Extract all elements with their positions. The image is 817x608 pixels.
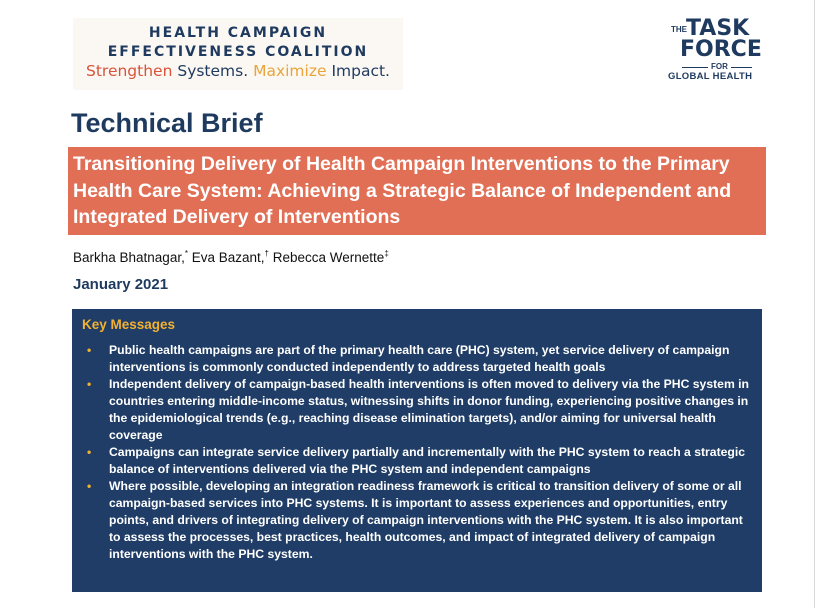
author-affiliation-mark: ‡ bbox=[384, 249, 389, 258]
key-message-text: Independent delivery of campaign-based health interventions is often moved to delivery via the PHC system in countries entering middle-income status, witnessing shifts in donor funding, experiencing positive changes in the epidemiological trends (e.g., reaching disease elimination targets), and/or aiming for universal health coverage bbox=[109, 377, 749, 442]
task-force-logo-task: TASK bbox=[686, 16, 750, 41]
key-messages-box bbox=[72, 309, 762, 592]
key-message-item bbox=[72, 376, 762, 444]
tagline-word-maximize: Maximize bbox=[253, 62, 327, 80]
tagline-word-systems: Systems. bbox=[172, 62, 254, 80]
bullet-icon: • bbox=[87, 343, 92, 357]
document-title: Transitioning Delivery of Health Campaign Interventions to the Primary Health Care System: Achieving a Strategic Balance of Independent and Integrated Delivery of Interventions bbox=[73, 153, 732, 228]
key-messages-list bbox=[72, 342, 762, 563]
key-message-item bbox=[72, 342, 762, 376]
tagline-word-impact: Impact. bbox=[326, 62, 390, 80]
bullet-icon: • bbox=[87, 445, 92, 459]
bullet-icon: • bbox=[87, 479, 92, 493]
task-force-logo-force: FORCE bbox=[680, 37, 762, 62]
page-edge-divider bbox=[814, 0, 815, 608]
author-affiliation-mark: † bbox=[264, 249, 269, 258]
task-force-logo-global-health: GLOBAL HEALTH bbox=[668, 71, 753, 82]
key-message-text: Campaigns can integrate service delivery partially and incrementally with the PHC system to reach a strategic balance of interventions delivered via the PHC system and independent campaigns bbox=[109, 445, 746, 476]
author-name: Rebecca Wernette bbox=[272, 250, 385, 265]
title-banner bbox=[68, 147, 766, 235]
hcec-logo-line1: HEALTH CAMPAIGN bbox=[148, 25, 328, 41]
author-name: Eva Bazant, bbox=[191, 250, 265, 265]
hcec-logo bbox=[73, 18, 403, 90]
key-message-text: Public health campaigns are part of the primary health care (PHC) system, yet service delivery of campaign interventions is commonly conducted independently to address targeted health goals bbox=[109, 343, 730, 374]
key-messages-heading: Key Messages bbox=[82, 317, 176, 332]
key-message-item bbox=[72, 478, 762, 563]
tagline-word-strengthen: Strengthen bbox=[86, 62, 173, 80]
author-affiliation-mark: * bbox=[184, 249, 188, 258]
hcec-logo-line2: EFFECTIVENESS COALITION bbox=[107, 44, 369, 60]
task-force-logo-the: THE bbox=[671, 25, 687, 34]
task-force-logo-for: FOR bbox=[708, 62, 731, 71]
publication-date: January 2021 bbox=[73, 276, 169, 293]
author-name: Barkha Bhatnagar, bbox=[73, 250, 185, 265]
hcec-tagline bbox=[73, 62, 403, 80]
author-list bbox=[73, 245, 389, 267]
document-type-heading: Technical Brief bbox=[71, 108, 263, 138]
bullet-icon: • bbox=[87, 377, 92, 391]
key-message-text: Where possible, developing an integration readiness framework is critical to transition delivery of some or all campaign-based services into PHC systems. It is important to assess experiences and opportunities, entry points, and drivers of integrating delivery of campaign interventions with the PHC system. It is also important to assess the processes, best practices, health outcomes, and impact of integrated delivery of campaign interventions with the PHC system. bbox=[109, 479, 743, 561]
task-force-logo bbox=[650, 14, 780, 86]
key-message-item bbox=[72, 444, 762, 478]
